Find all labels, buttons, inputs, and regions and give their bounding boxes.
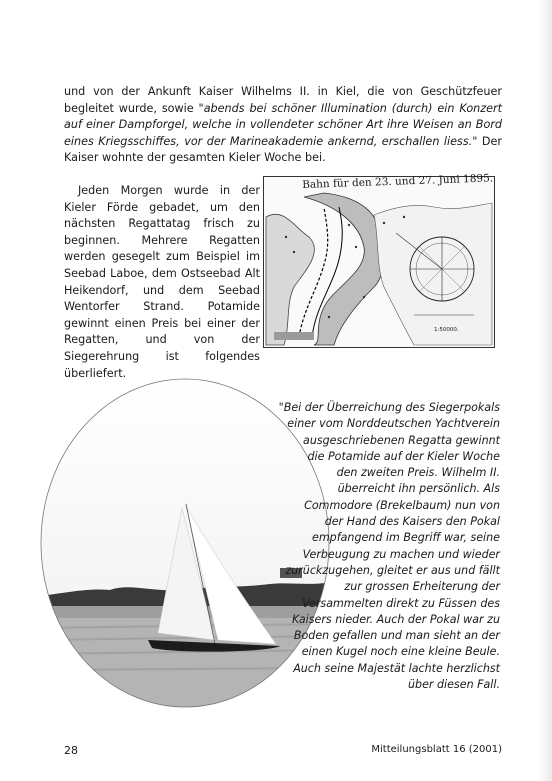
page-number: 28 (64, 744, 78, 757)
scan-edge-shadow (538, 0, 552, 781)
quote-block (40, 400, 500, 720)
regatta-course-map (263, 172, 495, 348)
intro-quote: "abends bei schöner Illumination (durch) ein Konzert auf einer Dampforgel, welche in vollendeter schöner Art ihre Weisen an Bord eines Kriegsschiffes, vor der Marineakademie ankernd, erschallen liess." (64, 101, 502, 148)
map-scale: 1:50000. (434, 327, 459, 333)
map-drawing (264, 177, 494, 347)
quote-text: "Bei der Überreichung des Siegerpokals einer vom Norddeutschen Yachtverein ausgeschriebenen Regatta gewinnt die Potamide auf der Kieler Woche den zweiten Preis. Wilhelm II. überreicht ihn persönlich. Als Commodore (Brekelbaum) nun von der Hand des Kaisers den Pokal empfangend im Begriff war, seine Verbeugung zu machen und wieder zurückzugehen, gleitet er aus und fällt zur grossen Erheiterung der Versammelten direkt zu Füssen des Kaisers nieder. Auch der Pokal war zu Boden gefallen und man sieht an der einen Kugel noch eine kleine Beule. Auch seine Majestät lachte herzlichst über diesen Fall. (278, 401, 500, 692)
intro-lead: und von der Ankunft Kaiser Wilhelms II. in Kiel, die von Geschützfeuer begleitet wurde, sowie (64, 85, 502, 115)
regatta-paragraph: Jeden Morgen wurde in der Kieler Förde gebadet, um den nächsten Regattatag frisch zu beginnen. Mehrere Regatten werden gesegelt zum Beispiel im Seebad Laboe, dem Ostseebad Alt Heikendorf, und dem Seebad Wentorfer Strand. Potamide gewinnt einen Preis bei einer der Regatten, und von der Siegerehrung ist folgendes überliefert. (64, 184, 260, 380)
intro-tail: Der Kaiser wohnte der gesamten Kieler Woche bei. (64, 134, 503, 165)
photo-wrap-shape (40, 400, 285, 712)
publication-footer: Mitteilungsblatt 16 (2001) (371, 744, 502, 755)
intro-paragraph (64, 84, 502, 167)
map-title: Bahn für den 23. und 27. Juni 1895. (302, 172, 494, 191)
